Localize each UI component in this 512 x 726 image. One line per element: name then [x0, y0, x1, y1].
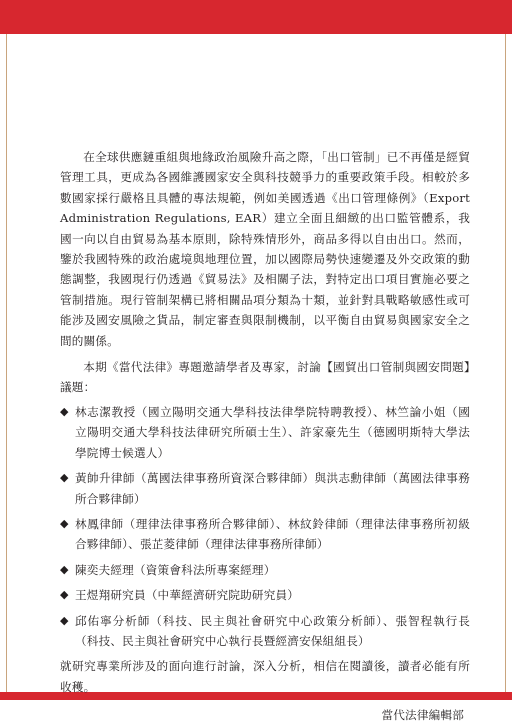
diamond-bullet-icon: ◆ [60, 516, 69, 530]
participant-text: 林志潔教授（國立陽明交通大學科技法律學院特聘教授）、林竺論小姐（國立陽明交通大學科技法律研究所碩士生）、許家豪先生（德國明斯特大學法學院博士候選人） [75, 404, 470, 460]
editorial-signature: 當代法律編輯部 [381, 708, 464, 723]
closing-paragraph: 就研究專業所涉及的面向進行討論，深入分析，相信在閱讀後，讀者必能有所收穫。 [60, 659, 470, 694]
diamond-bullet-icon: ◆ [60, 471, 69, 485]
header-band [0, 0, 512, 34]
participant-text: 林鳳律師（理律法律事務所合夥律師）、林紋鈴律師（理律法律事務所初級合夥律師）、張芷菱律師（理律法律事務所律師） [75, 516, 470, 552]
diamond-bullet-icon: ◆ [60, 613, 69, 627]
list-item [60, 560, 470, 580]
list-item [60, 402, 470, 463]
list-item [60, 611, 470, 652]
list-item [60, 514, 470, 555]
participant-list [60, 402, 470, 651]
participant-text: 陳奕夫經理（資策會科法所專案經理） [75, 562, 276, 577]
intro-paragraph: 在全球供應鏈重組與地緣政治風險升高之際，「出口管制」已不再僅是經貿管理工具，更成為各國維護國家安全與科技競爭力的重要政策手段。相較於多數國家採行嚴格且具體的專法規範，例如美國透過《出口管理條例》（Export Administration Regulations, EAR）建立全面且細緻的出口監管體系，我國一向以自由貿易為基本原則，除特殊情形外，商品多得以自由出口。然而，鑒於我國特殊的政治處境與地理位置，加以國際局勢快速變遷及外交政策的動態調整，我國現行仍透過《貿易法》及相關子法，對特定出口項目實施必要之管制措施。現行管制架構已將相關品項分類為十類，並針對具戰略敏感性或可能涉及國安風險之貨品，制定審查與限制機制，以平衡自由貿易與國家安全之間的關係。 [60, 150, 470, 348]
topic-paragraph: 本期《當代法律》專題邀請學者及專家，討論【國貿出口管制與國安問題】議題： [60, 360, 470, 395]
list-item [60, 585, 470, 605]
diamond-bullet-icon: ◆ [60, 404, 69, 418]
diamond-bullet-icon: ◆ [60, 588, 69, 602]
participant-text: 王煜翔研究員（中華經濟研究院助研究員） [75, 588, 300, 603]
editorial-text [60, 147, 470, 726]
participant-text: 邱佑寧分析師（科技、民主與社會研究中心政策分析師）、張智程執行長（科技、民主與社會研究中心執行長暨經濟安保組組長） [75, 613, 470, 648]
diamond-bullet-icon: ◆ [60, 562, 69, 576]
participant-text: 黃帥升律師（萬國法律事務所資深合夥律師）與洪志勳律師（萬國法律事務所合夥律師） [75, 471, 470, 506]
list-item [60, 468, 470, 509]
